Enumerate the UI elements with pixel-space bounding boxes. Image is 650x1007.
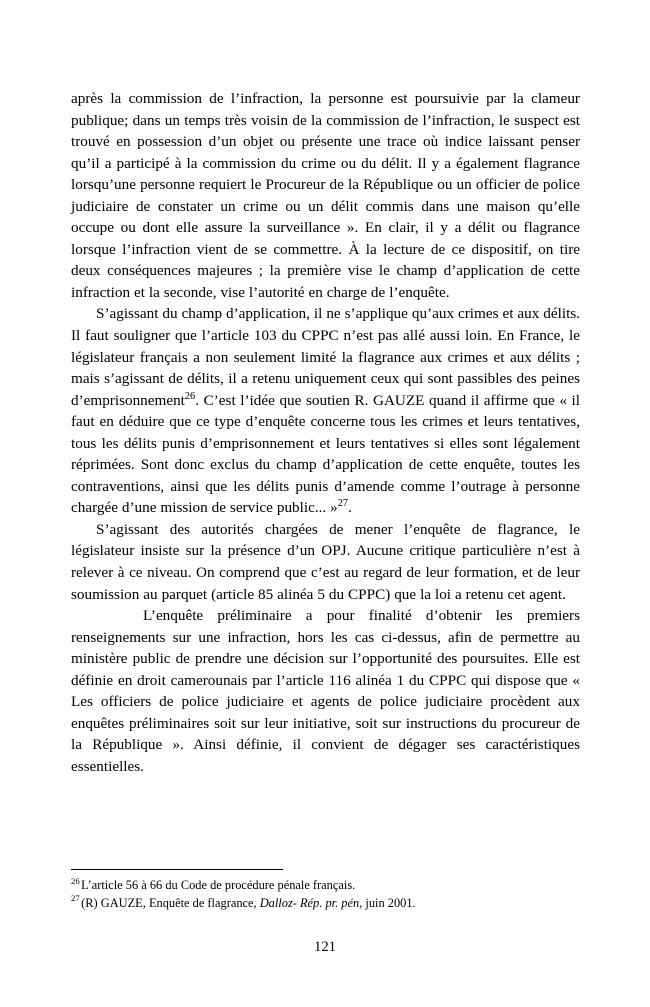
paragraph-3: S’agissant des autorités chargées de mener l’enquête de flagrance, le législateur insiste sur la présence d’un OPJ. Aucune critique particulière n’est à relever à ce niveau. On comprend que c’est au regard de leur formation, et de leur soumission au parquet (article 85 alinéa 5 du CPPC) que la loi a retenu cet agent. <box>71 520 580 603</box>
footnote-reference-26[interactable]: 26 <box>184 390 196 402</box>
footnote-26 <box>71 877 580 895</box>
footnote-area <box>71 869 580 912</box>
footnote-separator-rule <box>71 869 283 870</box>
footnote-27 <box>71 895 580 913</box>
footnote-27-text-after-italic: , juin 2001. <box>359 895 416 910</box>
page-number: 121 <box>314 939 336 955</box>
footnote-27-citation-title: Dalloz- Rép. pr. pén <box>259 895 360 910</box>
footnote-26-text: L’article 56 à 66 du Code de procédure pénale français. <box>81 878 356 892</box>
footnote-26-marker: 26 <box>71 875 80 886</box>
paragraph-2-segment-3: . <box>348 499 352 517</box>
paragraph-1: après la commission de l’infraction, la personne est poursuivie par la clameur publique; dans un temps très voisin de la commission de l’infraction, le suspect est trouvé en possession d’un objet ou présente une trace où indice laissant penser qu’il a participé à la commission du crime ou du délit. Il y a également flagrance lorsqu’une personne requiert le Procureur de la République ou un officier de police judiciaire de constater un crime ou un délit commis dans une maison qu’elle occupe ou dont elle assure la surveillance ». En clair, il y a délit ou flagrance lorsque l’infraction vient de se commettre. À la lecture de ce dispositif, on tire deux conséquences majeures ; la première vise le champ d’application de cette infraction et la seconde, vise l’autorité en charge de l’enquête. <box>71 90 580 301</box>
paragraph-2 <box>71 303 580 518</box>
footnote-27-marker: 27 <box>71 893 80 904</box>
paragraph-2-segment-1: S’agissant du champ d’application, il ne s’applique qu’aux crimes et aux délits. Il faut souligner que l’article 103 du CPPC n’est pas allé aussi loin. En France, le législateur français a non seulement limité la flagrance aux crimes et aux délits ; mais s’agissant de délits, il a retenu uniquement ceux qui sont passibles des peines d’emprisonnement <box>71 305 580 409</box>
footnote-27-text-before-italic: (R) GAUZE, Enquête de flagrance, <box>81 895 260 910</box>
paragraph-4: L’enquête préliminaire a pour finalité d’obtenir les premiers renseignements sur une infraction, hors les cas ci-dessus, afin de permettre au ministère public de prendre une décision sur l’opportunité des poursuites. Elle est définie en droit camerounais par l’article 116 alinéa 1 du CPPC qui dispose que « Les officiers de police judiciaire et agents de police judiciaire procèdent aux enquêtes préliminaires soit sur leur initiative, soit sur instructions du procureur de la République ». Ainsi définie, il convient de dégager ses caractéristiques essentielles. <box>71 607 580 775</box>
body-text-column <box>71 88 580 778</box>
paragraph-2-segment-2: . C’est l’idée que soutien R. GAUZE quand il affirme que « il faut en déduire que ce type d’enquête concerne tous les crimes et leurs tentatives, tous les délits punis d’emprisonnement et leurs tentatives si elles sont légalement réprimées. Sont donc exclus du champ d’application de cette enquête, toutes les contraventions, ainsi que les délits punis d’amende comme l’outrage à personne chargée d’une mission de service public... » <box>71 391 580 517</box>
footnote-reference-27[interactable]: 27 <box>337 498 349 510</box>
